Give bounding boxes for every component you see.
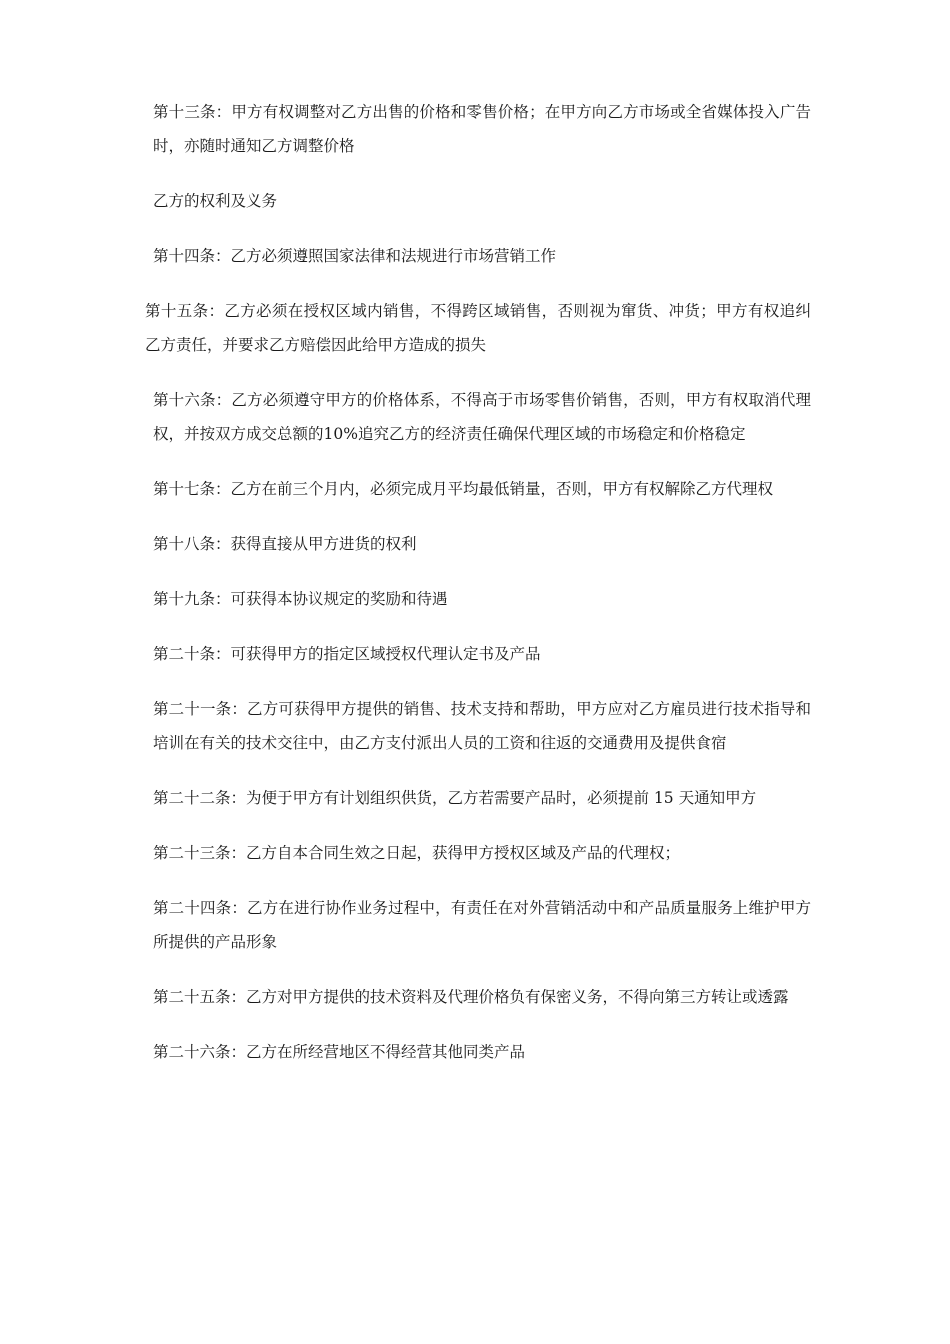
article-14: 第十四条：乙方必须遵照国家法律和法规进行市场营销工作 (153, 247, 557, 265)
article-17: 第十七条：乙方在前三个月内，必须完成月平均最低销量，否则，甲方有权解除乙方代理权 (153, 480, 774, 498)
article-16: 第十六条：乙方必须遵守甲方的价格体系，不得高于市场零售价销售，否则，甲方有权取消代理权，并按双方成交总额的10%追究乙方的经济责任确保代理区域的市场稳定和价格稳定 (153, 391, 811, 443)
article-13: 第十三条：甲方有权调整对乙方出售的价格和零售价格；在甲方向乙方市场或全省媒体投入广告时，亦随时通知乙方调整价格 (153, 103, 811, 155)
section-heading-party-b-rights: 乙方的权利及义务 (153, 192, 278, 210)
article-22: 第二十二条：为便于甲方有计划组织供货，乙方若需要产品时，必须提前 15 天通知甲方 (153, 789, 757, 807)
article-26: 第二十六条：乙方在所经营地区不得经营其他同类产品 (153, 1043, 526, 1061)
article-15: 第十五条：乙方必须在授权区域内销售，不得跨区域销售，否则视为窜货、冲货；甲方有权追纠乙方责任，并要求乙方赔偿因此给甲方造成的损失 (145, 302, 811, 354)
article-21: 第二十一条：乙方可获得甲方提供的销售、技术支持和帮助，甲方应对乙方雇员进行技术指导和培训在有关的技术交往中，由乙方支付派出人员的工资和往返的交通费用及提供食宿 (153, 700, 811, 752)
article-18: 第十八条：获得直接从甲方进货的权利 (153, 535, 417, 553)
document-body (145, 95, 811, 1090)
article-19: 第十九条：可获得本协议规定的奖励和待遇 (153, 590, 448, 608)
article-25: 第二十五条：乙方对甲方提供的技术资料及代理价格负有保密义务，不得向第三方转让或透露 (153, 988, 789, 1006)
article-23: 第二十三条：乙方自本合同生效之日起，获得甲方授权区域及产品的代理权； (153, 844, 681, 862)
article-24: 第二十四条：乙方在进行协作业务过程中，有责任在对外营销活动中和产品质量服务上维护甲方所提供的产品形象 (153, 899, 811, 951)
article-20: 第二十条：可获得甲方的指定区域授权代理认定书及产品 (153, 645, 541, 663)
